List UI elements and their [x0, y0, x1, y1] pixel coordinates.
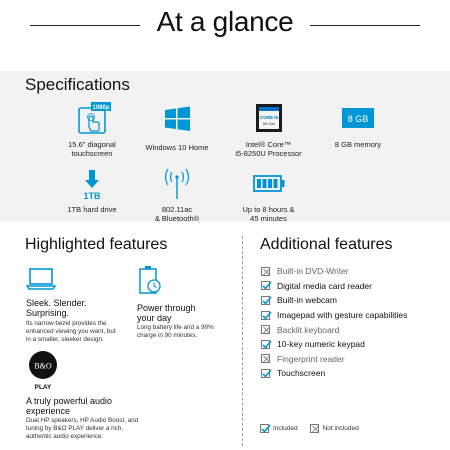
feature-label: Backlit keyboard	[277, 324, 340, 335]
spec-processor	[226, 101, 311, 158]
feature-row	[261, 293, 441, 308]
feature-label: Built-in DVD-Writer	[277, 266, 349, 277]
spec-processor-line2: i5-8250U Processor	[235, 149, 302, 158]
crossed-box-icon	[310, 424, 319, 433]
section-divider	[242, 236, 243, 446]
spec-display-line2: touchscreen	[71, 149, 113, 158]
feature-power-title-line2: your day	[137, 313, 172, 323]
spec-wireless-line1: 802.11ac	[161, 205, 193, 214]
page-title: At a glance	[156, 6, 294, 37]
battery-clock-icon	[137, 264, 165, 296]
header	[0, 0, 450, 50]
legend	[260, 424, 371, 433]
legend-not-included-label: Not included	[322, 425, 359, 432]
feature-power-desc	[137, 324, 214, 340]
feature-row	[261, 308, 441, 323]
checked-box-icon	[261, 296, 270, 305]
bo-logo-text: B&O	[34, 361, 52, 371]
checked-box-icon	[261, 311, 270, 320]
checked-box-icon	[261, 340, 270, 349]
legend-included	[260, 424, 298, 433]
spec-memory	[318, 101, 398, 149]
specifications-heading: Specifications	[25, 75, 130, 94]
feature-row	[261, 352, 441, 367]
additional-features-list	[261, 264, 441, 381]
feature-audio-title-line2: experience	[26, 406, 71, 416]
spec-display-line1: 15.6" diagonal	[68, 140, 116, 149]
storage-badge: 1TB	[83, 191, 101, 201]
feature-sleek-desc-line1: Its narrow bezel provides the	[26, 320, 107, 327]
feature-sleek-desc	[26, 320, 116, 344]
checked-box-icon	[261, 369, 270, 378]
laptop-icon	[26, 265, 58, 293]
feature-label: Touchscreen	[277, 368, 326, 379]
hard-drive-icon	[72, 166, 112, 202]
feature-sleek-title	[26, 298, 87, 318]
spec-battery	[226, 166, 311, 223]
intel-core-i5-icon	[249, 101, 289, 137]
resolution-badge: 1080p	[92, 105, 110, 111]
feature-sleek-desc-line2: enhanced viewing you want, but	[26, 328, 116, 335]
bang-olufsen-logo	[28, 350, 58, 392]
feature-row	[261, 366, 441, 381]
spec-memory-line1: 8 GB memory	[334, 140, 382, 149]
feature-label: Built-in webcam	[277, 295, 337, 306]
memory-icon	[338, 101, 378, 137]
spec-wireless	[137, 166, 217, 223]
feature-audio-desc	[26, 417, 138, 441]
feature-label: Digital media card reader	[277, 280, 372, 291]
feature-audio-title	[26, 396, 112, 416]
crossed-box-icon	[261, 267, 270, 276]
checked-box-icon	[260, 424, 269, 433]
legend-included-label: Included	[273, 425, 298, 432]
feature-row	[261, 279, 441, 294]
title-rule-right	[310, 25, 420, 26]
crossed-box-icon	[261, 354, 270, 363]
spec-battery-line1: Up to 8 hours &	[242, 205, 295, 214]
windows-icon	[157, 101, 197, 137]
feature-audio-title-line1: A truly powerful audio	[26, 396, 113, 406]
spec-wireless-line2: & Bluetooth®	[154, 214, 200, 223]
feature-label: Imagepad with gesture capabilities	[277, 310, 408, 321]
spec-battery-line2: 45 minutes	[250, 214, 287, 223]
wireless-icon	[157, 166, 197, 202]
feature-sleek-title-line1: Sleek. Slender.	[26, 298, 87, 308]
checked-box-icon	[261, 281, 270, 290]
feature-power-desc-line1: Long battery life and a 90%	[137, 324, 214, 331]
spec-display	[52, 101, 132, 158]
feature-audio-desc-line1: Dual HP speakers, HP Audio Boost, and	[26, 417, 139, 424]
spec-os	[137, 101, 217, 152]
spec-storage	[52, 166, 132, 214]
additional-features-heading: Additional features	[260, 236, 393, 253]
chip-label: CORE i5	[259, 115, 278, 120]
highlighted-features-heading: Highlighted features	[25, 236, 168, 253]
memory-badge: 8 GB	[347, 114, 369, 124]
legend-not-included	[310, 424, 359, 433]
touchscreen-icon	[72, 101, 112, 137]
feature-power-title	[137, 303, 196, 323]
crossed-box-icon	[261, 325, 270, 334]
spec-storage-line1: 1TB hard drive	[67, 205, 117, 214]
feature-row	[261, 337, 441, 352]
feature-row	[261, 264, 441, 279]
feature-power-desc-line2: charge in 90 minutes.	[137, 332, 198, 339]
chip-generation: 8th Gen	[262, 122, 275, 126]
bo-logo-sub: PLAY	[34, 384, 52, 391]
feature-sleek-desc-line3: in a smaller, sleeker design.	[26, 336, 104, 343]
spec-os-line1: Windows 10 Home	[145, 143, 209, 152]
spec-processor-line1: Intel® Core™	[245, 140, 292, 149]
feature-label: 10-key numeric keypad	[277, 339, 365, 350]
feature-row	[261, 322, 441, 337]
feature-label: Fingerprint reader	[277, 353, 345, 364]
feature-audio-desc-line3: authentic audio experience.	[26, 433, 104, 440]
battery-icon	[249, 166, 289, 202]
feature-power-title-line1: Power through	[137, 303, 196, 313]
feature-sleek-title-line2: Surprising.	[26, 308, 70, 318]
specifications-panel	[0, 71, 450, 222]
feature-audio-desc-line2: tuning by B&O PLAY deliver a rich,	[26, 425, 124, 432]
